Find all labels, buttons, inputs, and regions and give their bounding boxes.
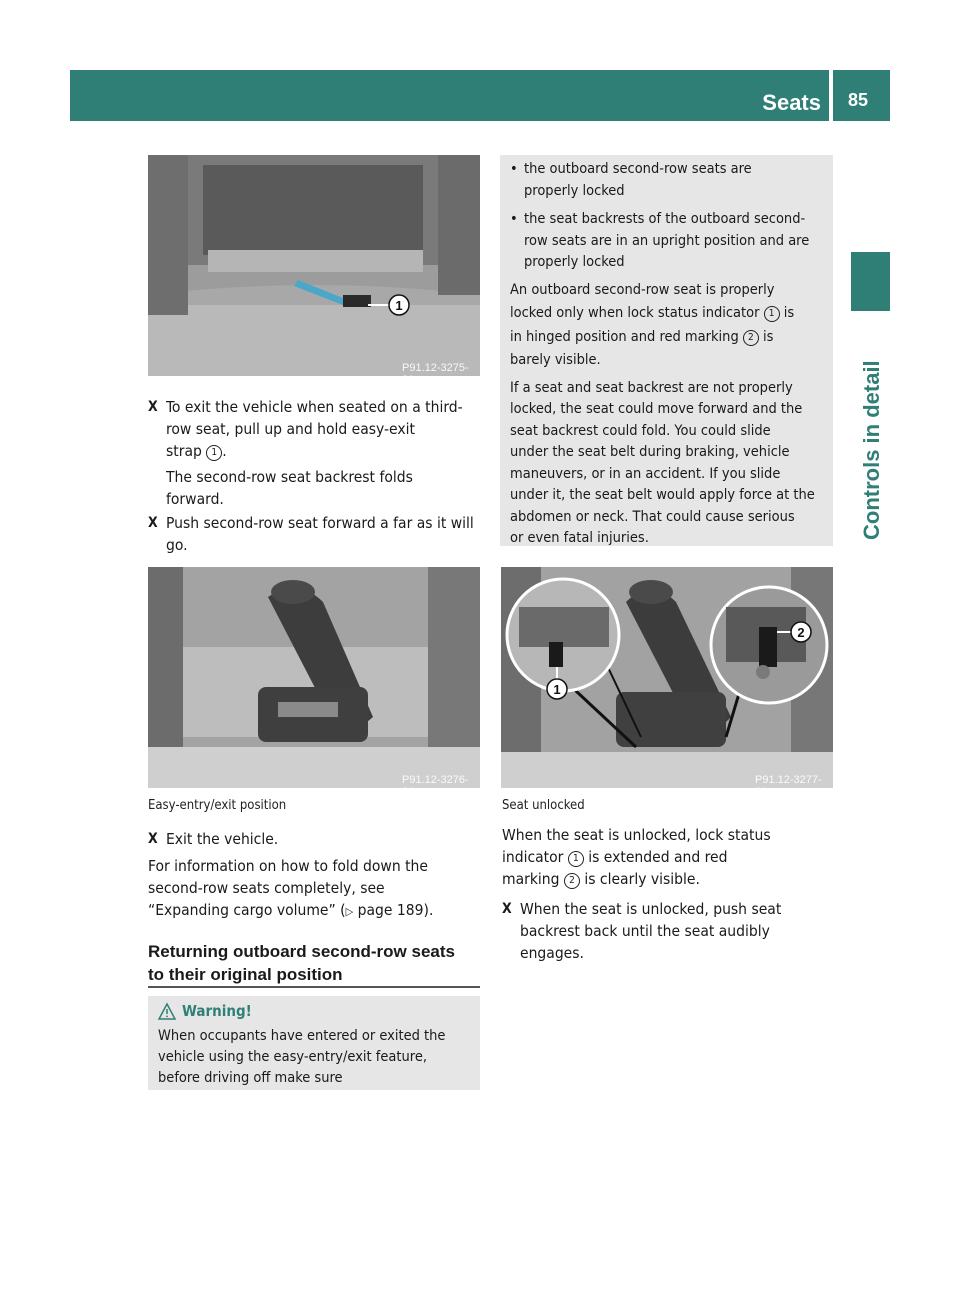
- step-marker: X: [148, 515, 158, 531]
- step-text: strap: [166, 442, 207, 460]
- easy-exit-strap-photo: [148, 155, 480, 386]
- bullet-text: row seats are in an upright position and are: [524, 232, 810, 249]
- paragraph-line: When the seat is unlocked, lock status: [502, 826, 771, 844]
- heading-line: Returning outboard second-row seats: [148, 942, 455, 961]
- page-link[interactable]: page 189).: [353, 901, 434, 919]
- warning-text: vehicle using the easy-entry/exit feature,: [158, 1049, 427, 1065]
- box-text: locked only when lock status indicator: [510, 305, 764, 321]
- box-text: If a seat and seat backrest are not properly: [510, 379, 793, 396]
- instruction-step: [502, 898, 832, 964]
- step-text: When the seat is unlocked, push seat: [520, 900, 782, 918]
- step-marker: X: [148, 399, 158, 415]
- paragraph-text: marking: [502, 870, 564, 888]
- section-title: Seats: [762, 90, 821, 115]
- bullet-text: the outboard second-row seats are: [524, 161, 752, 177]
- box-paragraph: [510, 280, 830, 372]
- box-text: in hinged position and red marking: [510, 328, 743, 345]
- warning-text: before driving off make sure: [158, 1070, 343, 1086]
- step-text-line: [166, 440, 483, 462]
- svg-text:2: 2: [797, 625, 805, 640]
- unlocked-description: [502, 824, 832, 890]
- image-reference-code: P91.12-3276-31: [402, 774, 469, 798]
- image-reference-code: P91.12-3275-31: [402, 362, 469, 386]
- image-reference-code: P91.12-3277-31: [755, 774, 822, 798]
- box-paragraph: [510, 378, 830, 550]
- box-text: An outboard second-row seat is properly: [510, 281, 775, 298]
- side-tab-label: Controls in detail: [859, 360, 884, 540]
- bullet-text: properly locked: [524, 254, 625, 270]
- callout-number: 2: [564, 873, 580, 889]
- warning-title: Warning!: [182, 1002, 252, 1020]
- paragraph-line: second-row seats completely, see: [148, 879, 385, 897]
- step-result: forward.: [166, 490, 224, 508]
- paragraph-text: indicator: [502, 848, 568, 866]
- instruction-step: [148, 396, 483, 510]
- callout-number: 1: [206, 445, 222, 461]
- box-text: is: [779, 305, 795, 321]
- bullet-item: [510, 159, 830, 202]
- step-text: Exit the vehicle.: [166, 830, 279, 848]
- instruction-step: [148, 512, 483, 556]
- cross-reference-paragraph: [148, 855, 483, 923]
- box-text: maneuvers, or in an accident. If you slide: [510, 465, 781, 482]
- warning-triangle-icon: [158, 1003, 176, 1020]
- bullet-item: [510, 209, 830, 274]
- section-heading: [148, 940, 480, 986]
- callout-number: 1: [568, 851, 584, 867]
- box-text: or even fatal injuries.: [510, 530, 649, 546]
- paragraph-text: is clearly visible.: [579, 870, 700, 888]
- warning-box: [148, 996, 480, 1090]
- svg-text:1: 1: [553, 682, 561, 697]
- step-text: To exit the vehicle when seated on a third-: [166, 398, 463, 416]
- step-result: The second-row seat backrest folds: [166, 468, 413, 486]
- paragraph-text: “Expanding cargo volume” (: [148, 901, 346, 919]
- box-text: abdomen or neck. That could cause serious: [510, 508, 795, 525]
- box-text: under the seat belt during braking, vehicle: [510, 444, 790, 460]
- box-text: barely visible.: [510, 352, 601, 368]
- step-marker: X: [502, 901, 512, 917]
- header-divider: [829, 70, 833, 121]
- instruction-step: [148, 828, 483, 850]
- box-text: under it, the seat belt would apply force at the: [510, 487, 815, 503]
- image-caption: Seat unlocked: [502, 798, 585, 813]
- box-text: locked, the seat could move forward and the: [510, 401, 803, 417]
- warning-text: When occupants have entered or exited the: [158, 1028, 446, 1044]
- callout-number: 1: [764, 306, 780, 322]
- paragraph-line: For information on how to fold down the: [148, 857, 428, 875]
- paragraph-text: is extended and red: [583, 848, 728, 866]
- callout-number: 2: [743, 330, 759, 346]
- image-caption: Easy-entry/exit position: [148, 798, 287, 813]
- box-text: is: [758, 328, 774, 345]
- page-arrow-icon: ▷: [345, 905, 354, 918]
- step-text: backrest back until the seat audibly: [520, 922, 770, 940]
- heading-line: to their original position: [148, 965, 343, 984]
- bullet-marker: •: [510, 161, 518, 177]
- heading-rule: [148, 986, 480, 988]
- box-text: seat backrest could fold. You could slide: [510, 422, 771, 439]
- step-text: engages.: [520, 944, 584, 962]
- bullet-text: the seat backrests of the outboard second-: [524, 211, 806, 227]
- easy-entry-exit-photo: [148, 567, 480, 798]
- step-text: row seat, pull up and hold easy-exit: [166, 420, 415, 438]
- seat-unlocked-photo: [501, 567, 833, 798]
- warning-continuation-box: [500, 155, 833, 546]
- step-marker: X: [148, 831, 158, 847]
- paragraph-line: [148, 899, 483, 923]
- step-text: Push second-row seat forward a far as it will: [166, 514, 474, 532]
- svg-text:1: 1: [395, 298, 403, 313]
- bullet-marker: •: [510, 211, 518, 227]
- bullet-text: properly locked: [524, 182, 625, 199]
- side-tab-marker: [851, 252, 890, 311]
- page-number: 85: [848, 90, 869, 110]
- step-text: .: [222, 442, 227, 460]
- step-text: go.: [166, 536, 188, 554]
